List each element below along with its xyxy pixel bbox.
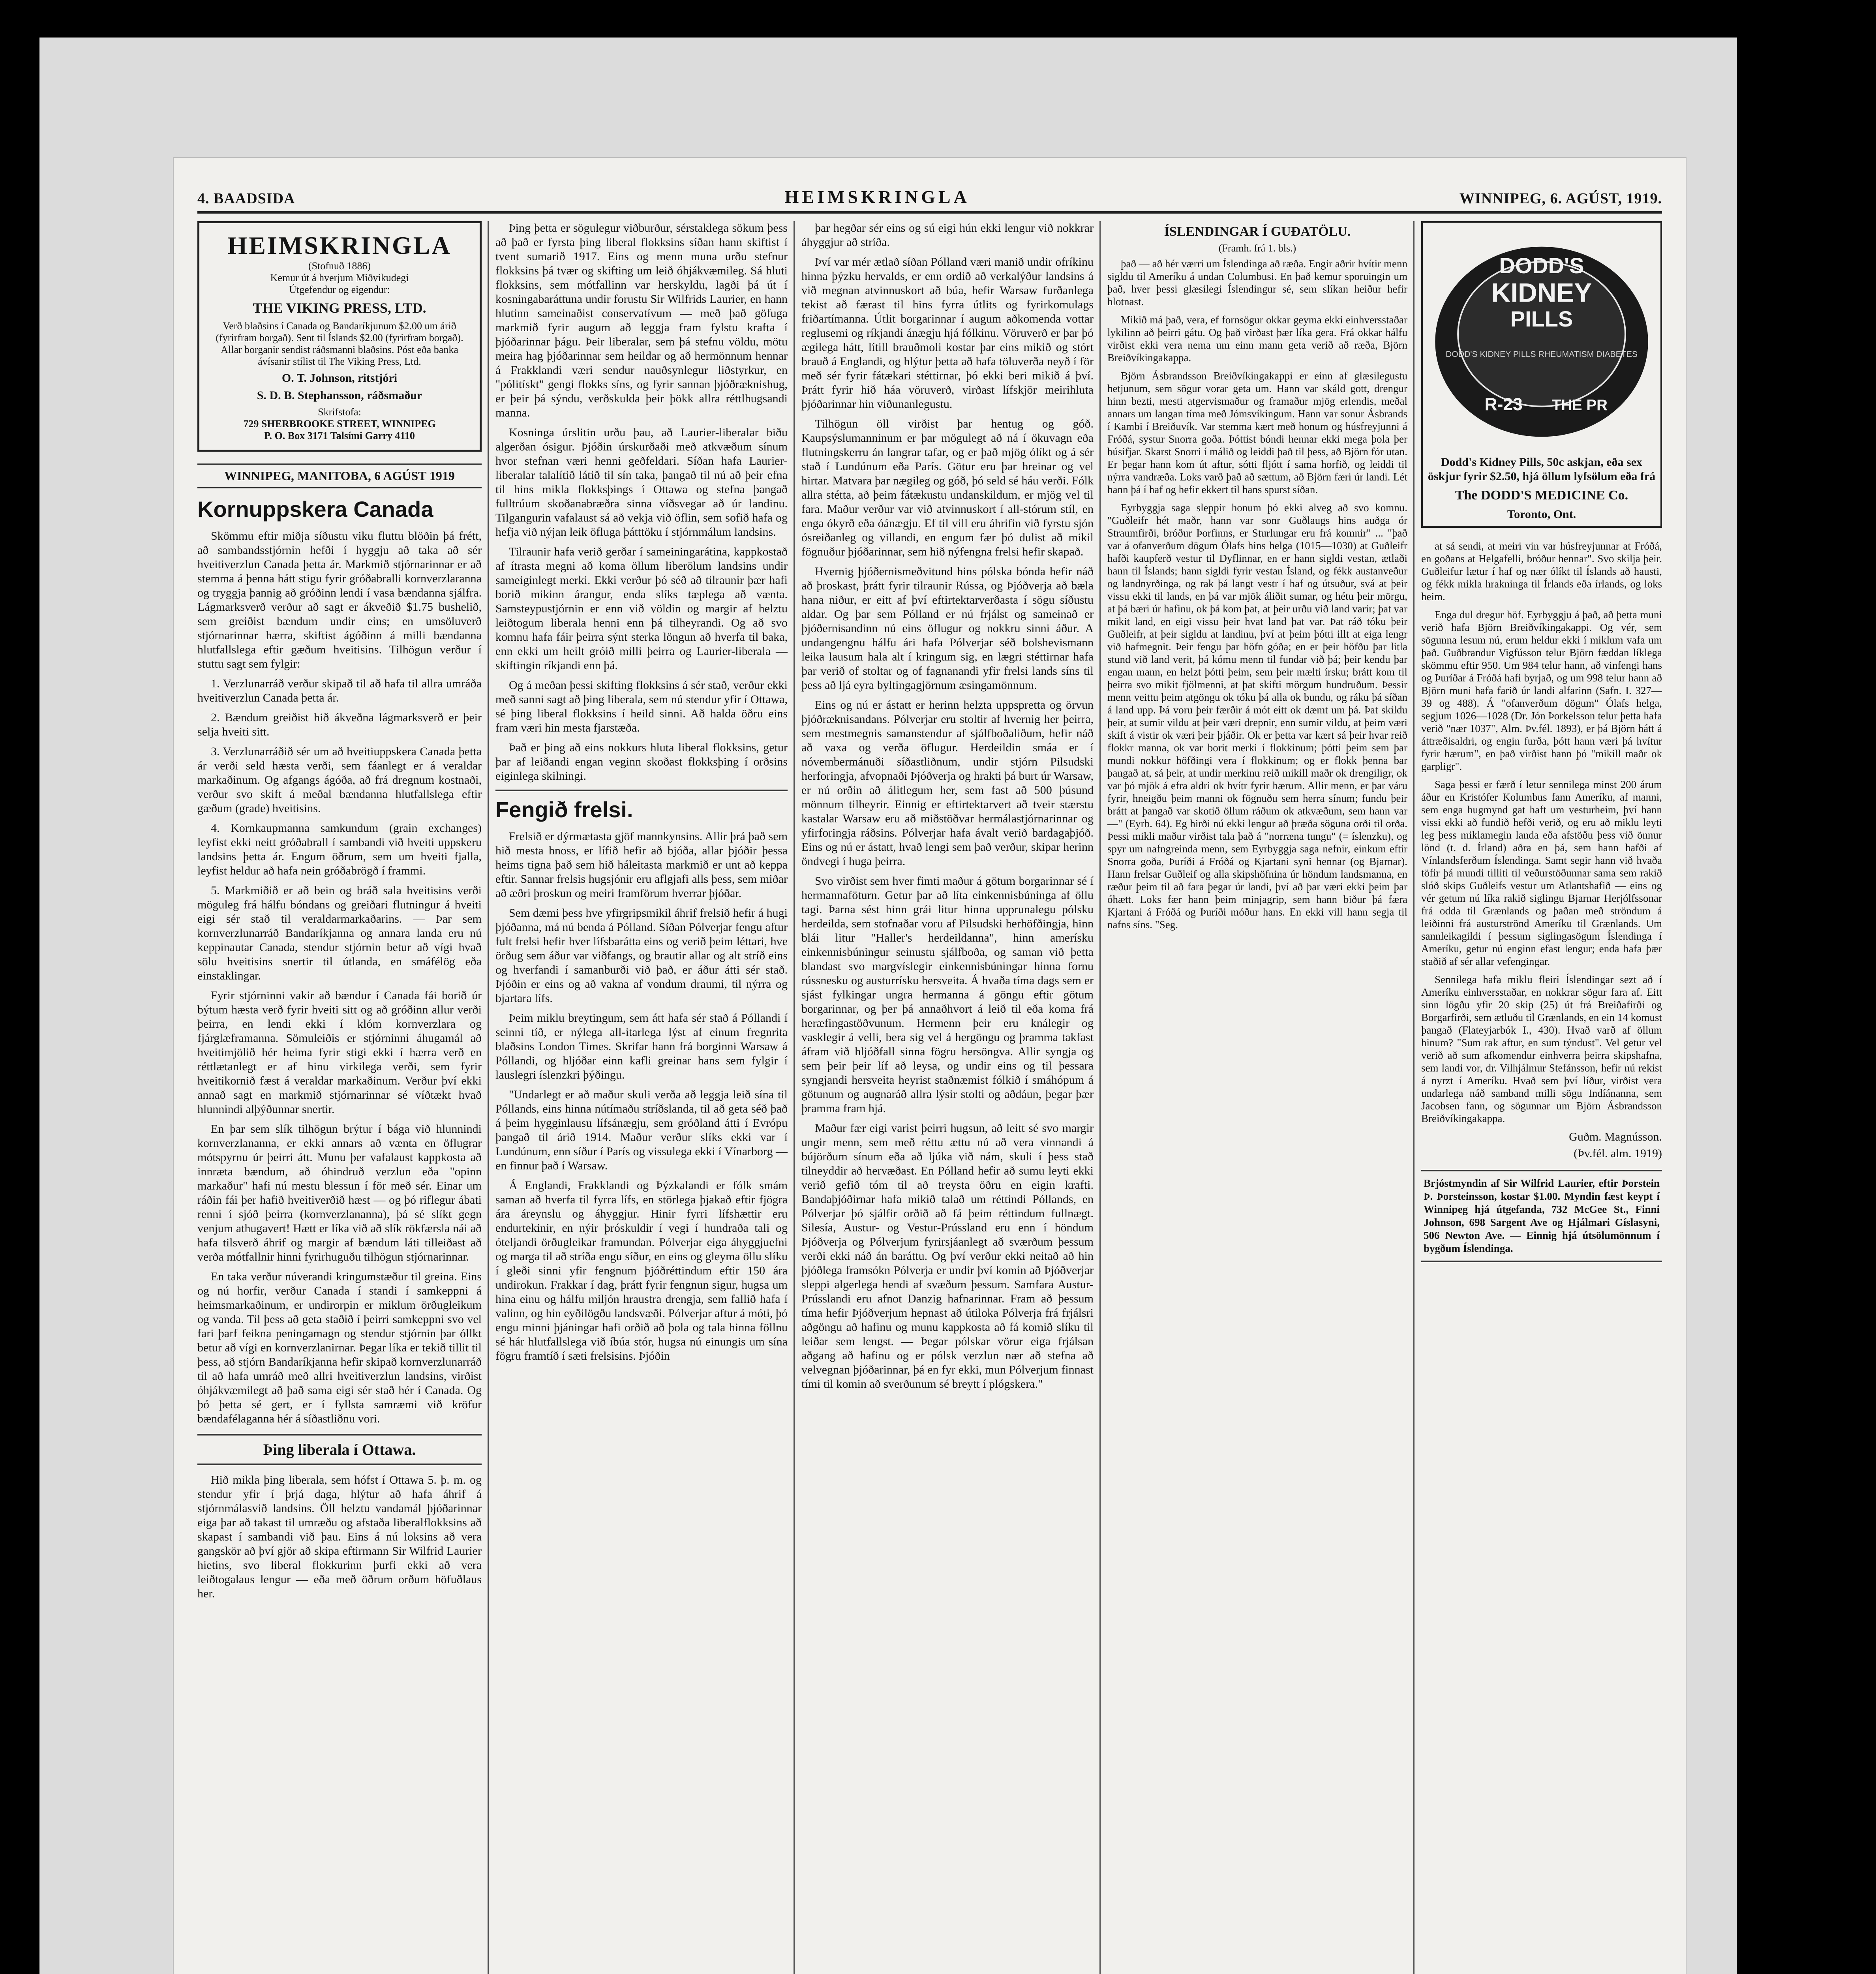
advert-company: The DODD'S MEDICINE Co. xyxy=(1455,488,1628,503)
masthead-manager: S. D. B. Stephansson, ráðsmaður xyxy=(257,389,422,402)
newspaper-page xyxy=(174,158,1686,1974)
paragraph: Skömmu eftir miðja síðustu viku fluttu blöðin þá frétt, að sambandsstjórnin hefði í hyggju að taka að sér hveitiverzlun Canada þetta ár. Markmið stjórnarinnar er að stemma á þenna hátt stigu fyrir gróðabralli kornverzlaranna og tryggja þannig að gróðinn lendi í vasa bændanna sjálfra. Lágmarksverð verður að sagt er ákveðið $1.75 bushelið, sem greiðist bændum undir eins; en umsöluverð stjórnarinnar hærra, skiftist ágóðinn á milli bændanna hlutfallslega eftir gæðum hveitisins. Tilhögun verður í stuttu sagt sem fylgir: xyxy=(197,529,482,670)
paragraph: Maður fær eigi varist þeirri hugsun, að leitt sé svo margir ungir menn, sem með réttu ættu nú að vera vinnandi á bújörðum sínum eða að ljúka við nám, skuli í þess stað tilneyddir að hervæðast. En Pólland hefir að sumu leyti ekki verið gefið tóm til að treysta öðru en eigin krafti. Bandaþjóðirnar hafa mikið talað um réttindi Póllands, en Pólverjar þó sjálfir orðið að fá þeim réttindum fullnægt. Silesía, Austur- og Vestur-Prússland eru enn í höndum Þjóðverja og Pólverjum fyrirsjáanlegt að sværðum þessum verði ekki náð án baráttu. Og því verður ekki neitað að hin þjóðlega framsókn Pólverja er undir því komin að Þjóðverjar sleppi algerlega hendi af svæðum þessum. Samfara Austur-Prússlandi eru afnot Danzig hafnarinnar. Fram að þessum tíma hefir Þjóðverjum hepnast að útiloka Pólverja frá frjálsri aðgöngu að hafinu og munu kappkosta að fá komið slíku til leiðar sem lengst. — Þegar pólskar vörur eiga frjálsan aðgang að hafinu og er pólsk verzlun nær að stefna að velvegnan þjóðarinnar, þá en fyr ekki, mun Pólverjum finnast tími til komin að sverðunum sé breytt í plógskera." xyxy=(801,1122,1094,1390)
paragraph: Þing þetta er sögulegur viðburður, sérstaklega sökum þess að það er fyrsta þing liberal flokksins síðan hann skiftist í tvent sumarið 1917. Eins og menn muna urðu stefnur flokksins þá tvær og skifting um leið óhjákvæmileg. Sá hluti flokksins, sem mótfallinn var herskyldu, lagði þá út í kosningabaráttuna undir forustu Sir Wilfrids Laurier, en hann hlutinn sameinaðist conservatívum — með það göfuga markmið fyrir augum að leggja fram fylstu krafta í þjóðarinnar þágu. Þeir liberalar, sem þá stefnu völdu, mötu meira hag þjóðarinnar sem heildar og að hermönnum hennar á Frakklandi væri sendur nauðsynlegur liðstyrkur, en "pólitískt" gengi flokks síns, og fyrir sannan þjóðræknishug, er þeir þá sýndu, verðskulda þeir þökk allra réttlhugsandi manna. xyxy=(495,221,788,419)
article-body xyxy=(1107,257,1407,931)
masthead-owners: THE VIKING PRESS, LTD. xyxy=(253,300,426,316)
column-1 xyxy=(197,221,482,1974)
column-divider xyxy=(794,221,795,1974)
pill-tin-illustration xyxy=(1428,227,1656,448)
article-source: (Þv.fél. alm. 1919) xyxy=(1574,1147,1662,1160)
masthead-address: 729 SHERBROOKE STREET, WINNIPEG xyxy=(243,418,436,430)
paragraph: Það er þing að eins nokkurs hluta liberal flokksins, getur þar af leiðandi engan veginn skoðast flokksþing í orðsins eiginlega skilningi. xyxy=(495,741,788,782)
paragraph: 4. Kornkaupmanna samkundum (grain exchanges) leyfist ekki neitt gróðabrall í sambandi við hveiti uppskeru landsins þetta ár. Engum öðrum, sem um hveiti fjalla, leyfist heldur að hafa nein gróðabrögð í frammi. xyxy=(197,822,482,877)
paragraph: 3. Verzlunarráðið sér um að hveitiuppskera Canada þetta ár verði seld hæsta verði, sem fáanlegt er á veraldar markaðinum. Og afgangs ágóða, að frá dregnum kostnaði, verður svo skift á meðal bændanna hlutfallslega eftir gæðum (grade) hveitisins. xyxy=(197,745,482,815)
masthead-price: Verð blaðsins í Canada og Bandaríkjunum $2.00 um árið (fyrirfram borgað). Sent til Íslands $2.00 (fyrirfram borgað). Allar borganir sendist ráðsmanni blaðsins. Póst eða banka ávísanir stílist til The Viking Press, Ltd. xyxy=(216,320,463,367)
paragraph: Enga dul dregur höf. Eyrbyggju á það, að þetta muni verið hafa Björn Breiðvíkingakappi. Og vér, sem sögunna lesum nú, erum heldur ekki í miklum vafa um það. Guðbrandur Vigfússon telur Björn fæddan líklega skömmu eftir 950. Um 984 telur hann, að vinfengi hans og Þuríðar á Fróðá hafi byrjað, og um 998 telur hann að Björn muni hafa farið úr landi alfarinn (Safn. I. 327—39 og 488). Á "ofanverðum dögum" Ólafs helga, segjum 1026—1028 (Dr. Jón Þorkelsson telur þetta hafa verið "nær 1037", Alm. Þv.fél. 1893), er þá Björn hátt á áttræðisaldri, og engin furða, þótt hann væri þá hvítur fyrir hærum", en það virðist hann þó "mikill maðr ok garpligr". xyxy=(1421,609,1662,772)
article-body xyxy=(495,829,788,1363)
column-divider xyxy=(1413,221,1415,1974)
tin-label: R-23 xyxy=(1484,395,1523,415)
paragraph: Fyrir stjórninni vakir að bændur í Canada fái borið úr býtum hæsta verð fyrir hveiti sitt og að gróðinn allur verði þeirra, en lendi ekki í klóm kornverzlara og fjárglæframanna. Sömuleiðis er stjórninni áhugamál að hveitimjölið hér heima fyrir stigi ekki í hærra verð en réttlætanlegt er af hinu virkilega verði, sem fyrir hveitikornið fæst á veraldar markaðinum. Verður því ekki annað sagt en markmið stjórnarinnar sé víðtækt hvað hlunnindi alþýðunnar snertir. xyxy=(197,989,482,1116)
tin-pills: PILLS xyxy=(1510,306,1573,332)
masthead-title: HEIMSKRINGLA xyxy=(227,231,452,259)
tin-price-label: THE PR xyxy=(1551,397,1608,414)
paragraph: það — að hér værri um Íslendinga að ræða. Engir aðrir hvítir menn sigldu til Ameríku á undan Columbusi. En það kemur sporuingin um það, hver þessi glæsilegi Íslendingur sé, sem slíkan heiður hefir hlotnast. xyxy=(1107,258,1407,308)
column-divider xyxy=(1099,221,1101,1974)
paragraph: 1. Verzlunarráð verður skipað til að hafa til allra umráða hveitiverzlun Canada þetta ár. xyxy=(197,677,482,704)
column-5 xyxy=(1421,221,1662,1974)
tin-ring-text: DODD'S KIDNEY PILLS RHEUMATISM DIABETES xyxy=(1446,350,1638,359)
paragraph: Því var mér ætlað síðan Pólland væri manið undir ofríkinu hinna þýzku hervalds, er enn ordið að verkalýður landsins á við megnan atvinnuskort að búa, hefir Warsaw furðanlega tekist að færast til hins fyrra útlits og fyrirkomulags friðartímanna. Útlit borgarinnar í augum aðkomenda vottar reglusemi og ríkjandi ánægju hjá fólkinu. Vöruverð er þar þó ægilega hátt, lítill brauðmoli kostar þar eins mikið og stórt brauð á Englandi, og hlýtur þetta að hafa töluverða neyð í för með sér fyrir fátækari stéttirnar, þó ekki beri mikið á því. Þrátt fyrir hið háa vöruverð, virðast lífskjör meirihluta þjóðarinnar hin viðunanlegustu. xyxy=(801,255,1094,411)
page-header xyxy=(197,180,1662,207)
paragraph: þar hegðar sér eins og sú eigi hún ekki lengur við nokkrar áhyggjur að stríða. xyxy=(801,221,1094,249)
paragraph: Björn Ásbrandsson Breiðvíkingakappi er einn af glæsilegustu hetjunum, sem sögur vorar geta um. Hann var skáld gott, drengur hinn bezti, mesti atgervismaður og framaður mjög erlendis, meðal annars um langan tíma með Jómsvíkingum. Hann var sonur Ásbrands í Kambi í Breiðuvík. Var stemma kært með honum og húsfreyjunni á Fróðá, systur Snorra goða. Þóttist bóndi hennar ekki mega þola þer búsifjar. Skarst Snorri í málið og leiddi það til þess, að Björn fór utan. Er þegar hann kom út aftur, sótti fljótt í sama horfið, og leiddi til nýrra vandræða. Loks varð það að sættum, að Björn færi úr landi. Lét hann þá í haf og hefir ekkert til hans spurst síðan. xyxy=(1107,370,1407,495)
article-body xyxy=(197,529,482,1426)
advert-city: Toronto, Ont. xyxy=(1507,508,1576,521)
paragraph: 5. Markmiðið er að bein og bráð sala hveitisins verði möguleg frá hálfu bóndans og greiðari flutningur á hveiti eigi sér stað til veraldarmarkaðarins. — Þar sem kornverzlunarráð Bandaríkjanna og annara landa eru nú keppinautar Canada, stendur stjórnin betur að vígi hvað sölu hveitisins snertir til útlanda, en smáfélög eða einstaklingar. xyxy=(197,884,482,982)
column-divider xyxy=(488,221,489,1974)
paragraph: Eyrbyggja saga sleppir honum þó ekki alveg að svo komnu. "Guðleifr hét maðr, hann var sonr Guðlaugs hins auðga ór Straumfirði, bróður Þorfinns, er Sturlungar eru frá komnir" ... "það var á ofanverðum dögum Ólafs hins helga (1015—1030) at Guðleifr hafði kaupferð vestur til Dyflinnar, en er hann sigldi vestan, ætlaði hann til Íslands; hann sigldi fyrir vestan Ísland, og fékk austanveður og landnyrðinga, og rak þá langt vestr í haf og útsuður, svá at þeir vissu ekki til lands, en þá var mjök áliðit sumar, og hétu þeir mörgu, at þá bæri úr hafinu, ok þá kom þat, at þeir urðu við land varir; þat var mikit land, en eigi vissu þeir hvat land þat var. Þat ráð tóku þeir Guðleifr, at þeir sigldu at landinu, því at þeim þótti illt at eiga lengr við hafmegnit. Þeir fengu þar höfn góða; en er þeir höfðu þar litla stund við land verit, þá kómu menn til fundar við þá; þeir kendu þar engan mann, en helzt þótti þeim, sem þeir mælti írsku; brátt kom til þeirra svo mikit fjölmenni, at þat skifti mörgum hundruðum. Þessir menn veittu þeim atgöngu ok tóku þá alla ok bundu, og ráku þá síðan á land upp. Þá voru þeir færðir á mót eitt ok dæmt um þá. Þat skildu þeir, at sumir vildu at þeir væri drepnir, enn sumir vildu, at þeim væri skift á vistir ok væri þeir þjáðir. Ok er þetta var kært sá þeir hvar reið flokkr manna, ok var borit merki í flokkinum; þótti þeim sem þar mundi nokkur höfðingi vera í flokkinum; og er flokk þenna bar þangað at, sá þeir, at undir merkinu reið mikill maðr ok drengiligr, ok var þó mjök á efra aldri ok hvítr fyrir hærum. Allir menn, er þar váru fyrir, hneigðu þeim manni ok fögnuðu sem herra sínum; fundu þeir brátt at þangað var skotið öllum ráðum ok atkvæðum, sem hann var —" (Eyrb. 64). Eg hirði nú ekki lengur að þræða söguna orði til orða. Þessi mikli maður virðist tala það á "norræna tungu" (= íslenzku), og spyr um nafngreinda menn, sem Eyrbyggja saga nefnir, einkum eftir Snorra goða, Þuríði á Fróðá og Kjartani syni hennar (og Bjarnar). Hann frelsar Guðleif og alla skipshöfnina úr höndum landsmanna, en ræður þeim til að fara þegar úr landi, því að þar væri ekki þeim þar óhætt. Loks fær hann þeim minjagrip, sem hann biður þá færa Kjartani á Fróðá og Þuríði móður hans. En ekki vill hann segja til nafns síns. "Seg. xyxy=(1107,502,1407,931)
article-signature: Guðm. Magnússon. xyxy=(1569,1130,1662,1143)
article-body xyxy=(1421,540,1662,1125)
paragraph: Frelsið er dýrmætasta gjöf mannkynsins. Allir þrá það sem hið mesta hnoss, er lífið hefir að bjóða, allar þjóðir þessa heims tigna það sem hið háleitasta markmið er unt að keppa eftir. Sannar frelsis hugsjónir eru aflgjafi alls þess, sem miðar að æðri þroskun og meiri framförum hverrar þjóðar. xyxy=(495,830,788,900)
article-title: Fengið frelsi. xyxy=(495,790,788,822)
paragraph: Á Englandi, Frakklandi og Þýzkalandi er fólk smám saman að hverfa til fyrra lífs, en störlega þjakað eftir fjögra ára áreynslu og áhyggjur. Hinir fyrri lífshættir eru endurtekinir, en nýir þróskuldir í vegi í hundraða tali og óteljandi örðugleikar framundan. Pólverjar eiga áhyggjuefni og marga til að stríða engu síður, en eins og gleyma öllu slíku í gleði sinni yfir fengnum þjóðréttindum eftir 150 ára undirokun. Frakkar í dag, þrátt fyrir fengnun sigur, hugsa um hina einu og hálfu miljón hraustra drengja, sem fallið hafa í valinn, og hin eyðilögðu landsvæði. Pólverjar aftur á móti, þó engu minni þjáningar hafi orðið að þola og tala hinna föllnu sé hár hlutfallslega við íbúa stór, hugsa nú einungis um sína fögru framtíð í sæti frelsisins. Þjóðin xyxy=(495,1179,788,1362)
paragraph: Hið mikla þing liberala, sem hófst í Ottawa 5. þ. m. og stendur yfir í þrjá daga, hlýtur að hafa áhrif á stjórnmálasvið landsins. Öll helztu vandamál þjóðarinnar eiga þar að takast til umræðu og afstaða liberalflokksins að skapast í sambandi við þau. Eins á nú loksins að vera gangskör að því gjör að skipa eftirmann Sir Wilfrid Laurier hietins, svo liberal flokkurinn þurfi ekki að vera leiðtogalaus lengur — eða með öðrum orðum höfuðlaus her. xyxy=(197,1473,482,1600)
article-body xyxy=(495,221,788,783)
masthead-phone: P. O. Box 3171 Talsími Garry 4110 xyxy=(264,430,415,441)
notice-box: Brjóstmyndin af Sir Wilfrid Laurier, eftir Þorstein Þ. Þorsteinsson, kostar $1.00. Myndin fæst keypt í Winnipeg hjá útgefanda, 732 McGee St., Finni Johnson, 698 Sargent Ave og Hjálmari Gíslasyni, 506 Newton Ave. — Einnig hjá útsölumönnum í bygðum Íslendinga. xyxy=(1421,1170,1662,1262)
newspaper-name: HEIMSKRINGLA xyxy=(784,187,970,207)
paragraph: Hvernig þjóðernismeðvitund hins pólska bónda hefir náð að þroskast, þrátt fyrir tilraunir Rússa, og Þjóðverja að bæla hana niður, er eitt af því eftirtektarverðasta í sögu síðustu aldar. Og þar sem Pólland er nú frjálst og sameinað er þjóðernisandinn nú eins öflugur og nokkru sinni áður. A undangengnu hálfu ári hafa Pólverjar séð bolshevismann leika lausum hala alt í kringum sig, en lægri stéttirnar hafa þar verið of stoltar og of fagnanandi yfir frelsi lands síns til þess að ljá eyra byltingagjörnum æsingamönnum. xyxy=(801,565,1094,692)
masthead-address-label: Skrifstofa: xyxy=(318,406,361,418)
paragraph: Svo virðist sem hver fimti maður á götum borgarinnar sé í hermannaföturn. Getur þar að líta einkennisbúninga af öllu tagi. Þarna sést hinn grái litur hinna upprunalegu pólsku herdeilda, sem stofnaðar voru af Pilsudski herhöfðingja, hinn blái litur "Haller's herdeildanna", hinn amerísku einkennisbúningur seinustu sjálfboða, og saman við þetta blandast svo margvíslegir einkennisbúningar hinna fornu rússnesku og austurrísku hersveita. Á hvaða tíma dags sem er sjást fylkingar ungra hermanna á göngu eftir götum borgarinnar, og þer þá annaðhvort á leið til eða koma frá heræfingastöðvunum. Hermenn þeir eru knálegir og vasklegir á velli, bera sig vel á hergöngu og þramma takfast áfram við hljóðfall sinna fögru hersöngva. Allir syngja og sem þeir þeir líf að leysa, og undir eins og til þessara syngjandi hersveita heyrist staðnæmist fólkið í smáhópum á götunum og augnaráð allra lýsir stolti og aðdáun, þegar þær þramma fram hjá. xyxy=(801,874,1094,1115)
column-4 xyxy=(1107,221,1407,1974)
paragraph: Eins og nú er ástatt er herinn helzta uppspretta og örvun þjóðræknisandans. Pólverjar eru stoltir af hvernig her þeirra, sem mestmegnis samanstendur af sjálfboðaliðum, hefir náð að vaxa og verða öflugur. Herdeildin smáa er í nóvembermánuði síðastliðnum, undir stjórn Pilsudski herforingja, afvopnaði Þjóðverja og hrakti þá burt úr Warsaw, er nú orðin að álitlegum her, sem fast að 500 þúsund mönnum tilheyrir. Einnig er eftirtektarvert að tveir stærstu kastalar Warsaw eru að miðstöðvar hermálastjórnarinnar og yfirforingja ráðsins. Pólverjar hafa ávalt verið bardagaþjóð. Eins og nú er ástatt, hvað lengi sem það verður, skipar herinn öndvegi í huga þeirra. xyxy=(801,698,1094,868)
paragraph: Mikið má það, vera, ef fornsögur okkar geyma ekki einhversstaðar lykilinn að þeirri gátu. Og það virðast þær líka gera. Frá okkar hálfu virðist ekki vera nema um einn mann geta verið að ræða, Björn Breiðvíkingakappa. xyxy=(1107,314,1407,364)
page-number: 4. BAADSIDA xyxy=(197,190,295,207)
masthead-box xyxy=(197,221,482,452)
article-body xyxy=(197,1473,482,1601)
column-2 xyxy=(495,221,788,1974)
paragraph: Þeim miklu breytingum, sem átt hafa sér stað á Póllandi í seinni tíð, er nýlega all-itarlega lýst af einum fregnrita blaðsins London Times. Skrifar hann frá borginni Warsaw á Póllandi, og hljóðar einn kafli greinar hans sem fylgir í lauslegri íslenzkri þýðingu. xyxy=(495,1011,788,1081)
column-3 xyxy=(801,221,1094,1974)
issue-date: WINNIPEG, 6. AGÚST, 1919. xyxy=(1459,190,1662,207)
paragraph: Og á meðan þessi skifting flokksins á sér stað, verður ekki með sanni sagt að þing liberala, sem nú stendur yfir í Ottawa, sé þing liberal flokksins í heild sinni. Að halda öðru eins fram væri hin mesta fjarstæða. xyxy=(495,679,788,734)
article-title: Þing liberala í Ottawa. xyxy=(197,1434,482,1465)
paragraph: Saga þessi er færð í letur sennilega minst 200 árum áður en Kristófer Kolumbus fann Ameríku, af manni, sem enga hugmynd gat haft um vesturheim, því hann vissi ekki að fundið hefði verið, og eru að miklu leyti leg þess miklamegin landa eða afstöðu þess við önnur lönd (t. d. Írland) aðra en þá, sem hann hafði af Vínlandsferðum Íslendinga. Samt segir hann við hvaða töfir þá mundi tilliti til veðurstöðunnar sama sem rakið slóð skips Guðleifs vestur um Atlantshafið — eins og vér getum nú líka rakið siglingu Bjarnar Herjólfssonar frá odda til Grænlands og þaðan með ströndum á leiðinni frá austurströnd Ameríku til Grænlands. Um sannleikagildi í þessum siglingasögum Íslendinga í Ameríku, getur nú enginn efast lengur; enda hafa þær staðið af sér allar vefengingar. xyxy=(1421,779,1662,967)
header-rule xyxy=(197,211,1662,214)
masthead-publish: Kemur út á hverjum Miðvikudegi xyxy=(270,272,409,283)
advert-text: Dodd's Kidney Pills, 50c askjan, eða sex öskjur fyrir $2.50, hjá öllum lyfsölum eða frá xyxy=(1428,456,1656,483)
paragraph: Tilhögun öll virðist þar hentug og góð. Kaupsýslumanninum er þar mögulegt að ná í ökuvagn eða flutningskerru án langrar tafar, og er það mjög ólíkt og á sér stað í Lundúnum eða París. Götur eru þar hreinar og vel hirtar. Matvara þar nægileg og góð, þó seld sé háu verði. Fólk allra stétta, að þeim fátækustu undanskildum, er mjög vel til fara. Maður verður var við atvinnuskort í all-stórum stíl, en enga ókyrð eða óánægju. Ef til vill eru áhrifin við fyrstu sjón ósreiðanleg og villandi, en engum fær þó dulist að mikil fögnuður þjóðarinnar, sem hið nýfengna frelsi hefir skapað. xyxy=(801,417,1094,558)
paragraph: En þar sem slík tilhögun brýtur í bága við hlunnindi kornverzlananna, er ekki annars að vænta en öflugrar mótspyrnu úr þeirri átt. Munu þer vafalaust kappkosta að innræta bændum, að óhindruð verzlun eða "opinn markaður" hafi nú mestu blessun í för með sér. Einar um ráðin fái þer hafið hveitiverðið hæst — og þó riflegur ábati renni í sjóð þeirra (kornverzlananna), þá sé slíkt gegn venjum athugavert! Hætt er líka við að slík rökfærsla nái að hafa tilsverð áhrif og margir af bændum láti tilleiðast að verða mótfallnir hinni fyrirhuguðu tilhögun stjórnarinnar. xyxy=(197,1122,482,1263)
masthead-founded: (Stofnuð 1886) xyxy=(308,260,371,272)
masthead-owners-label: Útgefendur og eigendur: xyxy=(289,284,390,295)
paragraph: "Undarlegt er að maður skuli verða að leggja leið sína til Póllands, eins hinna nútímaðu stríðslanda, til að geta séð það á þeim hygginlausu lífsánægju, sem gróðland átti í Evrópu þangað til árið 1914. Maður verður slíks ekki var í Lundúnum, enn síður í París og vissulega ekki í Vínarborg — en finnur það í Warsaw. xyxy=(495,1088,788,1172)
article-title: ÍSLENDINGAR Í GUÐATÖLU. xyxy=(1164,224,1351,239)
paragraph: 2. Bændum greiðist hið ákveðna lágmarksverð er þeir selja hveiti sitt. xyxy=(197,711,482,738)
article-subtitle: (Framh. frá 1. bls.) xyxy=(1218,242,1296,254)
tin-kidney: KIDNEY xyxy=(1491,278,1592,308)
paragraph: En taka verður núverandi kringumstæður til greina. Eins og nú horfir, verður Canada í standi í samkeppni á heimsmarkaðinum, er undirorpin er miklum örðugleikum og vanda. Til þess að geta staðið í þeirri samkeppni svo vel fari þarf feikna peningamagn og stendur stjórnin þar óllkt betur að vígi en kornverzlanirnar. Þegar líka er tekið tillit til þess, að stjórn Bandaríkjanna hefir skipað kornverzlunarráð til að hafa umráð með allri hveitiverzlun landsins, virðist óhjákvæmilegt að það sama eigi sér stað hér í Canada. Og þó þetta sé gert, er í fyllsta samræmi við kröfur bændafélaganna hér á síðastliðnu vori. xyxy=(197,1270,482,1425)
article-body xyxy=(801,221,1094,1391)
paragraph: Kosninga úrslitin urðu þau, að Laurier-liberalar biðu algerðan ósigur. Þjóðin úrskurðaði með atkvæðum sínum hvor stefnan væri henni geðfeldari. Síðan hafa Laurier-liberalar talalítið látið til sín taka, þangað til nú að þeir efna til hins mikla flokksþings í Ottawa og stefna þangað fulltrúum skoðanabræðra sinna víðsvegar að úr landinu. Tilgangurin vafalaust sá að vekja við öflin, sem sofið hafa og hefja við nýjan leik öfluga þátttöku í stjórnmálum landsins. xyxy=(495,426,788,539)
article-title: Kornuppskera Canada xyxy=(197,497,433,522)
paragraph: Tilraunir hafa verið gerðar í sameiningarátina, kappkostað af ítrasta megni að koma öllum liberölum landsins undir sameiginlegt merki. Ekki verður þó séð að tilraunir þær hafi borið mikinn árangur, enda slíks tæplega að vænta. Samsteypustjórnin er enn við völdin og margir af helztu leiðtogum liberala henni enn þá tilheyrandi. Og að svo komnu hafa fáir þeirra sýnt sterka löngun að hverfa til baka, enn ekki um heilt gróið milli þeirra og Laurier-liberala — skiftingin ríkjandi enn þá. xyxy=(495,545,788,672)
advertisement xyxy=(1421,221,1662,528)
dateline: WINNIPEG, MANITOBA, 6 AGÚST 1919 xyxy=(197,463,482,488)
paragraph: at sá sendi, at meiri vin var húsfreyjunnar at Fróðá, en goðans at Helgafelli, bróður hennar". Svo skilja þeir. Guðleifur lætur í haf og nær ólíkt til Íslands að hausti, og fékk mikla hrakninga til Írlands eða írlands, og loks heim. xyxy=(1421,540,1662,602)
tin-brand: DODD'S xyxy=(1499,253,1584,278)
masthead-editor: O. T. Johnson, ritstjóri xyxy=(281,372,398,385)
paragraph: Sennilega hafa miklu fleiri Íslendingar sezt að í Ameríku einhversstaðar, en nokkrar sögur fara af. Eitt sinn lögðu yfir 20 skip (25) út frá Breiðafirði og Borgarfirði, sem ætluðu til Grænlands, en ein 14 komust þangað (Flateyjarbók I., 430). Hvað varð af öllum hinum? "Sum rak aftur, en sum týndust". Vel getur vel verið að sum afkomendur einhverra þeirra skipshafna, sem landi vor, dr. Vilhjálmur Stefánsson, hefir nú rekist á nyrzt í Ameríku. Hvað sem því líður, virðist vera undarlega náð samband milli sögu Indíánanna, sem Jacobsen fann, og sögunnar um Björn Ásbrandsson Breiðvíkingakappa. xyxy=(1421,974,1662,1124)
paragraph: Sem dæmi þess hve yfirgripsmikil áhrif frelsið hefir á hugi þjóðanna, má nú benda á Pólland. Síðan Pólverjar fengu aftur fult frelsi hefir hver lífsbarátta eins og verið þeim léttari, hve örðug sem áður var viðfangs, og brautir allar og alt stríð eins og hverfandi í samanburði við það, er áður átti sér stað. Þjóðin er eins og að vakna af vondum draumi, til nýrra og bjartara lífs. xyxy=(495,906,788,1005)
